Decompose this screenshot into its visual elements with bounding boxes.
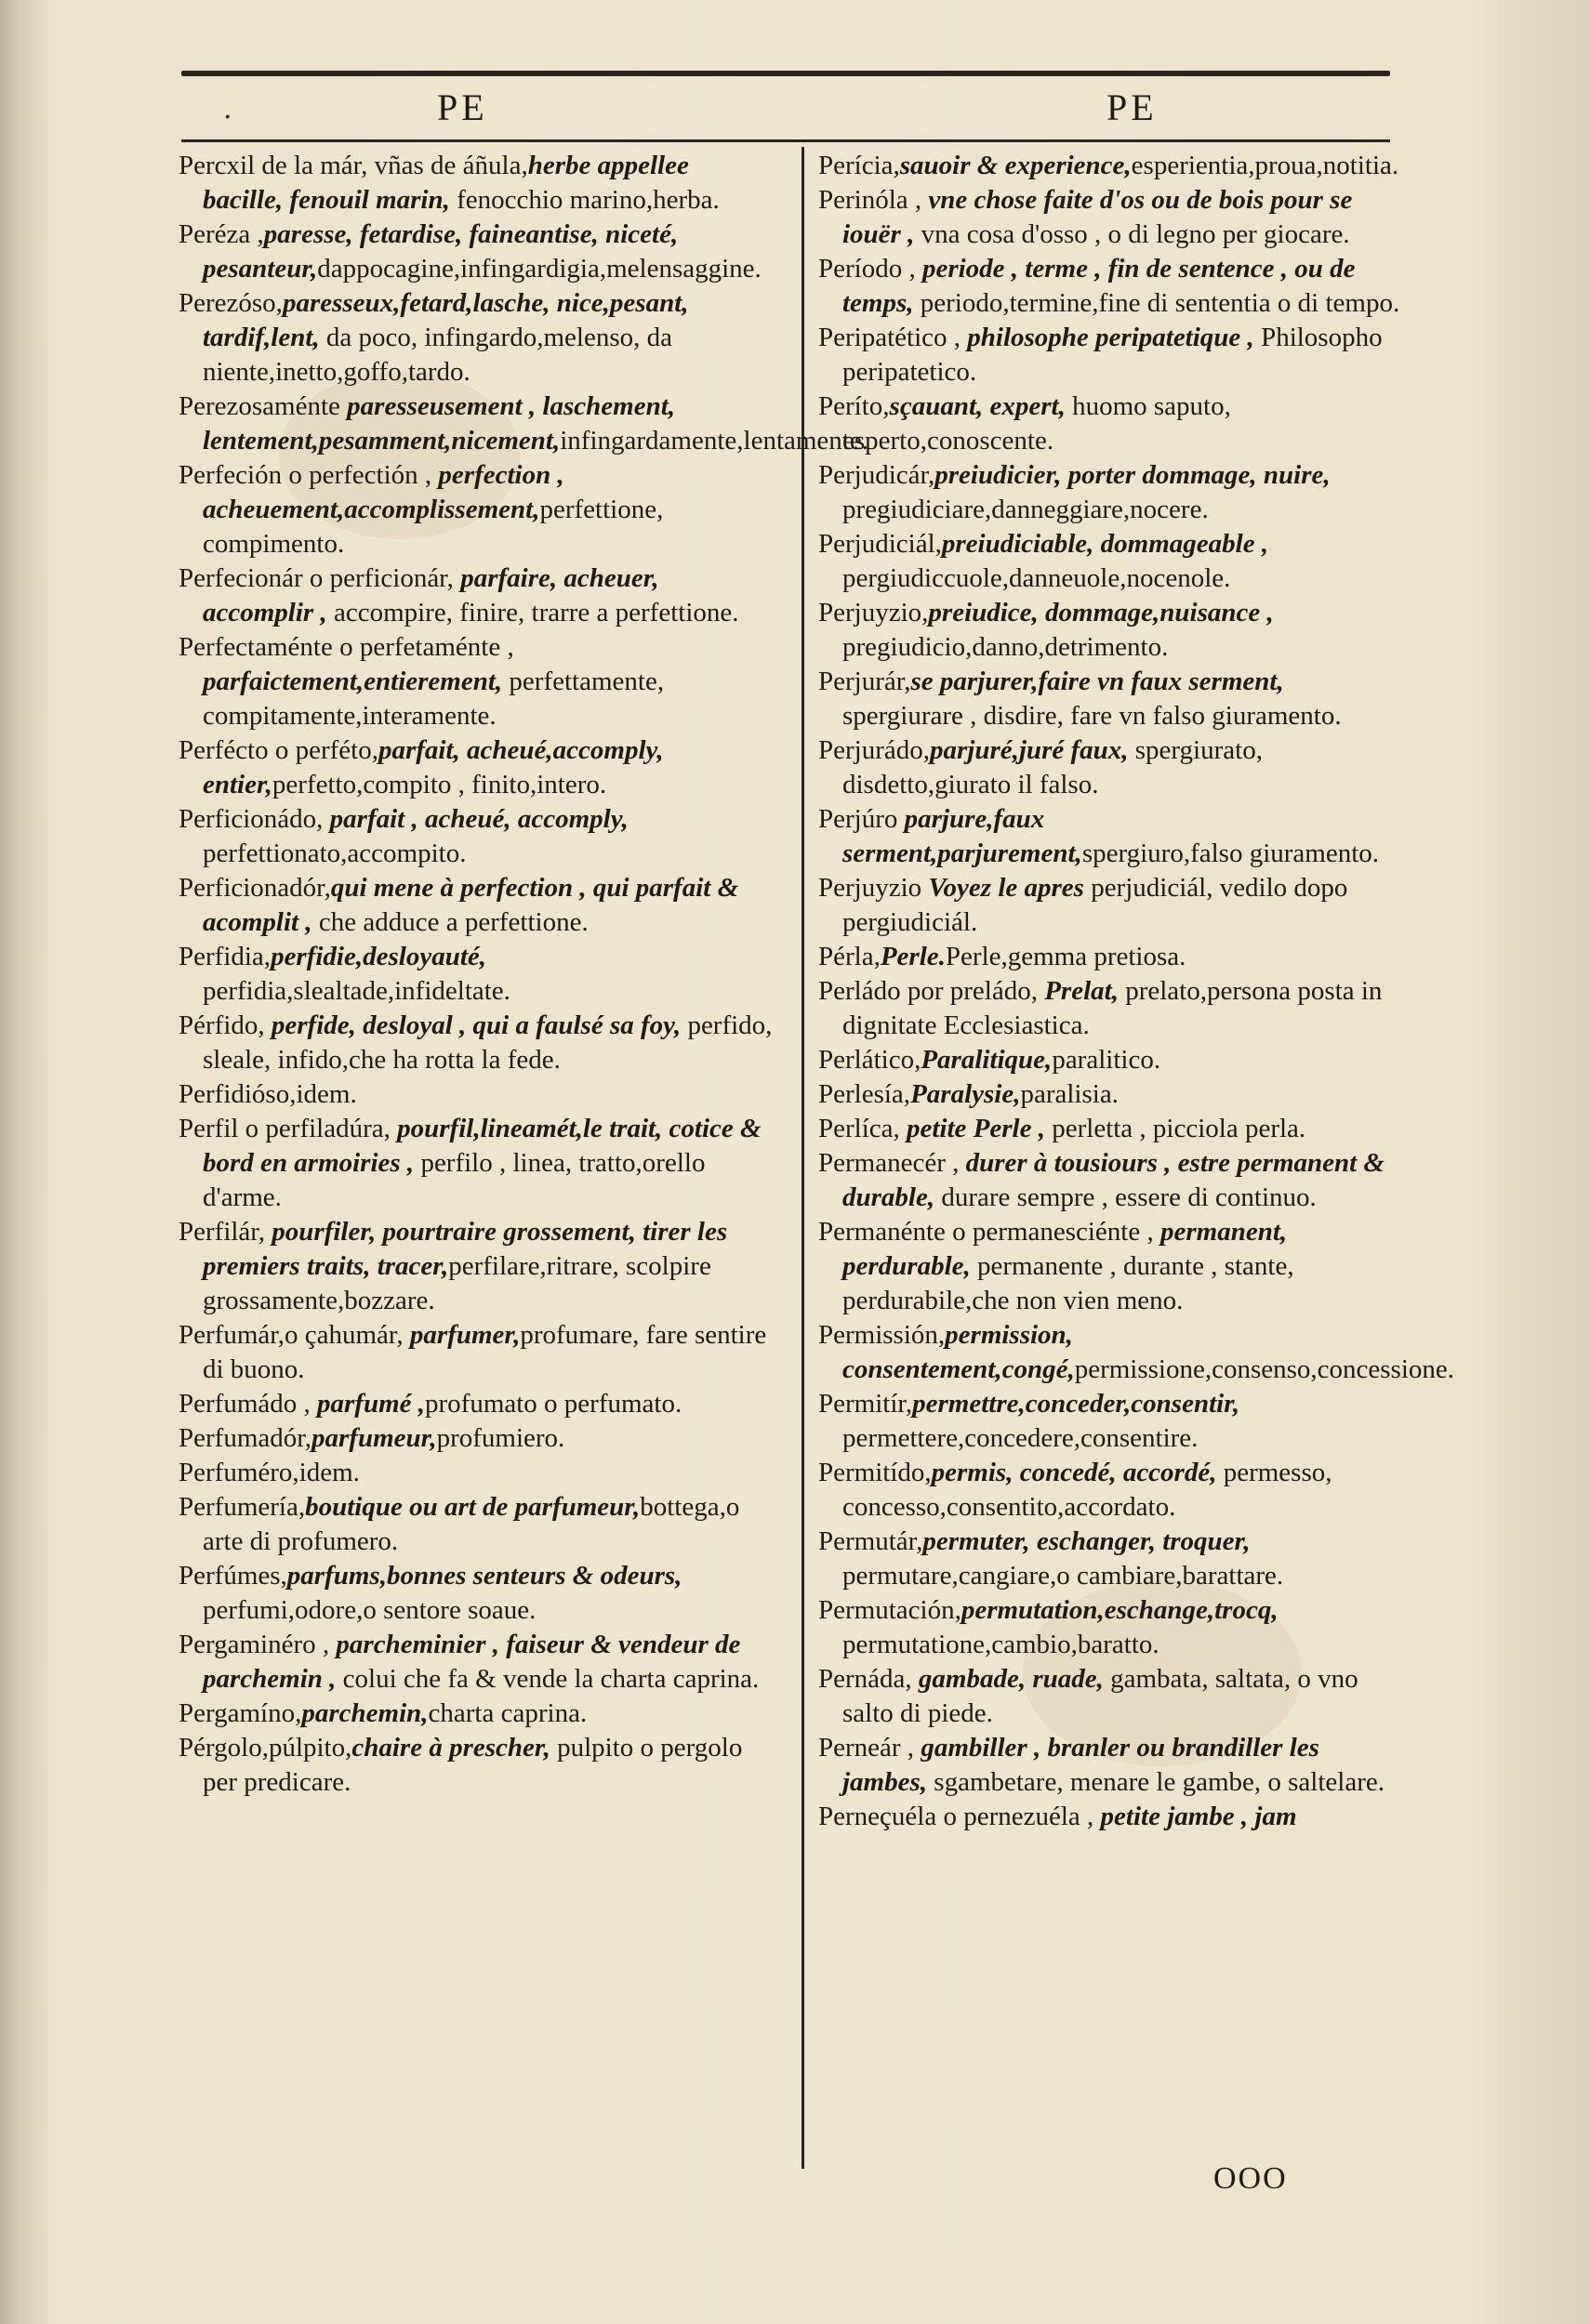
entry-headword: Perfidióso,idem. bbox=[179, 1079, 357, 1109]
entry-headword: Pérgolo,púlpito, bbox=[179, 1733, 352, 1763]
entry-italian-gloss: fenocchio marino,herba. bbox=[449, 185, 720, 215]
entry-italian-gloss: charta caprina. bbox=[428, 1698, 588, 1728]
dictionary-entry bbox=[179, 630, 774, 733]
dictionary-entry bbox=[818, 1215, 1409, 1318]
entry-headword: Perfecionár o perficionár, bbox=[179, 563, 461, 593]
entry-italian-gloss: pergiudiccuole,danneuole,nocenole. bbox=[842, 563, 1231, 593]
entry-italian-gloss: permesso, concesso,consentito,accordato. bbox=[842, 1458, 1332, 1522]
dictionary-entry bbox=[179, 286, 774, 390]
entry-italian-gloss: perfettamente, compitamente,interamente. bbox=[203, 667, 665, 731]
entry-french-gloss: pourfiler, pourtraire grossement, tirer les premiers traits, tracer, bbox=[203, 1217, 728, 1281]
entry-french-gloss: parfums,bonnes senteurs & odeurs, bbox=[286, 1561, 682, 1591]
entry-french-gloss: perfidie,desloyauté, bbox=[271, 942, 487, 971]
entry-italian-gloss: perfilare,ritrare, scolpire grossamente,bozzare. bbox=[203, 1251, 711, 1315]
entry-italian-gloss: permissione,consenso,concessione. bbox=[1074, 1354, 1455, 1384]
dictionary-entry bbox=[179, 940, 774, 1009]
dictionary-entry bbox=[818, 1387, 1409, 1456]
entry-headword: Perfumería, bbox=[179, 1492, 306, 1522]
entry-headword: Perfúmes, bbox=[179, 1561, 287, 1591]
entry-french-gloss: parfaire, acheuer, accomplir , bbox=[203, 563, 659, 627]
entry-headword: Perfumár,o çahumár, bbox=[179, 1320, 410, 1350]
entry-french-gloss: permettre,conceder,consentir, bbox=[912, 1389, 1240, 1419]
entry-headword: Perládo por preládo, bbox=[818, 976, 1045, 1006]
entry-headword: Permissión, bbox=[818, 1320, 946, 1350]
entry-italian-gloss: gambata, saltata, o vno salto di piede. bbox=[842, 1664, 1358, 1728]
entry-french-gloss: gambiller , branler ou brandiller les jambes, bbox=[842, 1733, 1319, 1797]
dictionary-entry bbox=[179, 1215, 774, 1318]
entry-french-gloss: parfumer, bbox=[409, 1320, 521, 1350]
entry-italian-gloss: dappocagine,infingardigia,melensaggine. bbox=[317, 254, 762, 284]
entry-italian-gloss: profumare, fare sentire di buono. bbox=[203, 1320, 767, 1384]
entry-italian-gloss: pregiudiciare,danneggiare,nocere. bbox=[842, 495, 1209, 524]
dictionary-entry bbox=[818, 458, 1409, 527]
entry-italian-gloss: pregiudicio,danno,detrimento. bbox=[842, 632, 1169, 662]
entry-french-gloss: parjure,faux serment,parjurement, bbox=[842, 804, 1082, 868]
entry-headword: Perneár , bbox=[818, 1733, 921, 1763]
entry-french-gloss: Paralysie, bbox=[910, 1079, 1021, 1109]
dictionary-entry bbox=[818, 390, 1409, 458]
dictionary-entry bbox=[818, 1731, 1409, 1800]
entry-headword: Perfil o perfiladúra, bbox=[179, 1114, 398, 1143]
dictionary-entry bbox=[179, 458, 774, 561]
dictionary-entry bbox=[179, 1421, 774, 1456]
dictionary-entry bbox=[818, 1456, 1409, 1525]
dictionary-entry bbox=[818, 149, 1409, 183]
entry-french-gloss: parfaictement,entierement, bbox=[203, 667, 503, 696]
dictionary-entry bbox=[818, 183, 1409, 252]
entry-headword: Perlíca, bbox=[818, 1114, 908, 1143]
dictionary-entry bbox=[818, 1146, 1409, 1215]
dictionary-entry bbox=[818, 321, 1409, 390]
entry-headword: Perfectaménte o perfetaménte , bbox=[179, 632, 514, 662]
header-rule bbox=[181, 139, 1390, 142]
entry-french-gloss: permutation,eschange,trocq, bbox=[961, 1595, 1279, 1625]
dictionary-entry bbox=[818, 871, 1409, 940]
entry-french-gloss: paresseusement , laschement, lentement,pesamment,nicement, bbox=[203, 391, 676, 456]
entry-french-gloss: parfumeur, bbox=[311, 1423, 437, 1453]
entry-french-gloss: permanent, perdurable, bbox=[842, 1217, 1288, 1281]
entry-french-gloss: paresse, fetardise, faineantise, niceté, pesanteur, bbox=[203, 219, 679, 284]
dictionary-entry bbox=[818, 1525, 1409, 1593]
entry-headword: Perjudicár, bbox=[818, 460, 935, 490]
entry-italian-gloss: perfettione, compimento. bbox=[203, 495, 664, 559]
entry-italian-gloss: esperientia,proua,notitia. bbox=[1131, 151, 1399, 180]
entry-headword: Perjuyzio, bbox=[818, 598, 929, 627]
dictionary-entry bbox=[818, 1043, 1409, 1077]
entry-headword: Perlático, bbox=[818, 1045, 921, 1075]
entry-headword: Perinóla , bbox=[818, 185, 929, 215]
entry-headword: Perjurádo, bbox=[818, 735, 930, 765]
dictionary-entry bbox=[179, 1731, 774, 1800]
dictionary-entry bbox=[179, 1112, 774, 1215]
entry-italian-gloss: huomo saputo, esperto,conoscente. bbox=[842, 391, 1231, 456]
entry-french-gloss: perfide, desloyal , qui a faulsé sa foy, bbox=[271, 1010, 682, 1040]
dictionary-entry bbox=[179, 561, 774, 630]
dictionary-entry bbox=[818, 596, 1409, 665]
running-head-right: PE bbox=[1106, 86, 1158, 128]
entry-italian-gloss: prelato,persona posta in dignitate Ecclesiastica. bbox=[842, 976, 1383, 1040]
entry-headword: Perficionadór, bbox=[179, 873, 331, 903]
entry-french-gloss: Perle. bbox=[880, 942, 946, 971]
entry-french-gloss: perfection , acheuement,accomplissement, bbox=[203, 460, 564, 524]
entry-italian-gloss: che adduce a perfettione. bbox=[311, 907, 589, 937]
entry-italian-gloss: spergiuro,falso giuramento. bbox=[1081, 838, 1380, 868]
entry-french-gloss: permuter, eschanger, troquer, bbox=[922, 1526, 1251, 1556]
entry-headword: Perfumádo , bbox=[179, 1389, 317, 1419]
entry-french-gloss: qui mene à perfection , qui parfait & acomplit , bbox=[203, 873, 739, 937]
entry-italian-gloss: durare sempre , essere di continuo. bbox=[934, 1182, 1317, 1212]
entry-french-gloss: durer à tousiours , estre permanent & durable, bbox=[842, 1148, 1385, 1212]
entry-french-gloss: permis, concedé, accordé, bbox=[931, 1458, 1217, 1487]
entry-french-gloss: philosophe peripatetique , bbox=[967, 323, 1254, 352]
entry-italian-gloss: perfettionato,accompito. bbox=[203, 838, 467, 868]
entry-headword: Permanénte o permanesciénte , bbox=[818, 1217, 1160, 1247]
entry-headword: Perneçuéla o pernezuéla , bbox=[818, 1802, 1101, 1831]
entry-headword: Perjudiciál, bbox=[818, 529, 942, 559]
entry-french-gloss: permission, consentement,congé, bbox=[842, 1320, 1075, 1384]
entry-italian-gloss: perfidia,slealtade,infideltate. bbox=[203, 976, 510, 1006]
dictionary-entry bbox=[818, 802, 1409, 871]
entry-french-gloss: gambade, ruade, bbox=[918, 1664, 1104, 1694]
entry-headword: Perfidia, bbox=[179, 942, 272, 971]
dictionary-entry bbox=[179, 733, 774, 802]
entry-french-gloss: pourfil,lineamét,le trait, cotice & bord en armoiries , bbox=[203, 1114, 762, 1178]
entry-french-gloss: periode , terme , fin de sentence , ou de temps, bbox=[842, 254, 1356, 318]
entry-italian-gloss: perfetto,compito , finito,intero. bbox=[272, 770, 607, 799]
entry-headword: Permanecér , bbox=[818, 1148, 966, 1178]
entry-italian-gloss: profumato o perfumato. bbox=[425, 1389, 682, 1419]
entry-italian-gloss: Philosopho peripatetico. bbox=[842, 323, 1383, 387]
entry-italian-gloss: paralitico. bbox=[1052, 1045, 1161, 1075]
entry-headword: Perfeción o perfectión , bbox=[179, 460, 439, 490]
entry-italian-gloss: permutare,cangiare,o cambiare,barattare. bbox=[842, 1561, 1284, 1591]
running-head-left: PE bbox=[437, 86, 488, 128]
entry-italian-gloss: bottega,o arte di profumero. bbox=[203, 1492, 740, 1556]
entry-headword: Percxil de la már, vñas de áñula, bbox=[179, 151, 528, 180]
entry-headword: Peripatético , bbox=[818, 323, 968, 352]
entry-french-gloss: boutique ou art de parfumeur, bbox=[305, 1492, 641, 1522]
entry-french-gloss: herbe appellee bacille, fenouil marin, bbox=[203, 151, 689, 215]
entry-french-gloss: paresseux,fetard,lasche, nice,pesant, tardif,lent, bbox=[203, 288, 689, 352]
entry-french-gloss: parfumé , bbox=[317, 1389, 425, 1419]
entry-headword: Permutación, bbox=[818, 1595, 961, 1625]
entry-italian-gloss: pulpito o pergolo per predicare. bbox=[203, 1733, 743, 1797]
entry-headword: Pérfido, bbox=[179, 1010, 272, 1040]
entry-headword: Perfumadór, bbox=[179, 1423, 311, 1453]
entry-italian-gloss: periodo,termine,fine di sententia o di tempo. bbox=[913, 288, 1400, 318]
entry-headword: Peréza , bbox=[179, 219, 264, 249]
dictionary-entry bbox=[179, 1697, 774, 1731]
dictionary-entry bbox=[818, 1077, 1409, 1112]
entry-headword: Período , bbox=[818, 254, 922, 284]
dictionary-entry bbox=[818, 940, 1409, 974]
entry-italian-gloss: spergiurato, disdetto,giurato il falso. bbox=[842, 735, 1263, 799]
entry-french-gloss: Prelat, bbox=[1044, 976, 1119, 1006]
entry-headword: Pergamíno, bbox=[179, 1698, 302, 1728]
entry-italian-gloss: perjudiciál, vedilo dopo pergiudiciál. bbox=[842, 873, 1348, 937]
entry-french-gloss: se parjurer,faire vn faux serment, bbox=[910, 667, 1284, 696]
entry-headword: Perlesía, bbox=[818, 1079, 911, 1109]
entry-headword: Perficionádo, bbox=[179, 804, 330, 834]
dictionary-entry bbox=[179, 1077, 774, 1112]
entry-italian-gloss: paralisia. bbox=[1020, 1079, 1119, 1109]
entry-headword: Perjuyzio bbox=[818, 873, 929, 903]
entry-headword: Perjúro bbox=[818, 804, 905, 834]
entry-french-gloss: parcheminier , faiseur & vendeur de parchemin , bbox=[203, 1630, 741, 1694]
entry-headword: Perezosaménte bbox=[179, 391, 348, 421]
entry-italian-gloss: permutatione,cambio,baratto. bbox=[842, 1630, 1159, 1659]
entry-headword: Períto, bbox=[818, 391, 890, 421]
entry-french-gloss: vne chose faite d'os ou de bois pour se iouër , bbox=[842, 185, 1353, 249]
entry-italian-gloss: permanente , durante , stante, perdurabile,che non vien meno. bbox=[842, 1251, 1294, 1315]
dictionary-entry bbox=[179, 1009, 774, 1077]
dictionary-entry bbox=[818, 1800, 1409, 1834]
entry-french-gloss: preiudice, dommage,nuisance , bbox=[928, 598, 1274, 627]
dictionary-entry bbox=[179, 1318, 774, 1387]
entry-headword: Perjurár, bbox=[818, 667, 911, 696]
entry-italian-gloss: perfilo , linea, tratto,orello d'arme. bbox=[203, 1148, 706, 1212]
entry-headword: Permitído, bbox=[818, 1458, 932, 1487]
catchword: OOO bbox=[1213, 2161, 1288, 2196]
header-dot: . bbox=[223, 93, 232, 125]
entry-french-gloss: sçauant, expert, bbox=[889, 391, 1066, 421]
entry-italian-gloss: spergiurare , disdire, fare vn falso giuramento. bbox=[842, 701, 1342, 731]
entry-french-gloss: parjuré,juré faux, bbox=[930, 735, 1129, 765]
entry-french-gloss: petite jambe , jam bbox=[1100, 1802, 1297, 1831]
entry-french-gloss: Voyez le apres bbox=[928, 873, 1084, 903]
dictionary-entry bbox=[179, 1456, 774, 1490]
dictionary-entry bbox=[818, 252, 1409, 321]
entry-headword: Pernáda, bbox=[818, 1664, 919, 1694]
entry-french-gloss: parfait , acheué, accomply, bbox=[329, 804, 629, 834]
dictionary-entry bbox=[179, 871, 774, 940]
entry-headword: Perfécto o perféto, bbox=[179, 735, 378, 765]
entry-french-gloss: preiudiciable, dommageable , bbox=[941, 529, 1269, 559]
entry-italian-gloss: profumiero. bbox=[436, 1423, 565, 1453]
entry-headword: Pergaminéro , bbox=[179, 1630, 337, 1659]
entry-italian-gloss: permettere,concedere,consentire. bbox=[842, 1423, 1199, 1453]
entry-italian-gloss: colui che fa & vende la charta caprina. bbox=[336, 1664, 760, 1694]
entry-italian-gloss: infingardamente,lentamente. bbox=[560, 426, 868, 456]
entry-headword: Perfuméro,idem. bbox=[179, 1458, 360, 1487]
entry-french-gloss: chaire à prescher, bbox=[351, 1733, 550, 1763]
dictionary-entry bbox=[818, 1112, 1409, 1146]
dictionary-entry bbox=[818, 733, 1409, 802]
dictionary-entry bbox=[818, 527, 1409, 596]
entry-italian-gloss: sgambetare, menare le gambe, o saltelare. bbox=[927, 1767, 1385, 1797]
entry-french-gloss: parchemin, bbox=[301, 1698, 429, 1728]
dictionary-entry bbox=[179, 1628, 774, 1697]
entry-italian-gloss: perfumi,odore,o sentore soaue. bbox=[203, 1595, 537, 1625]
entry-italian-gloss: vna cosa d'osso , o di legno per giocare. bbox=[914, 219, 1350, 249]
entry-headword: Perezóso, bbox=[179, 288, 283, 318]
entry-italian-gloss: perletta , picciola perla. bbox=[1044, 1114, 1306, 1143]
entry-italian-gloss: Perle,gemma pretiosa. bbox=[945, 942, 1186, 971]
dictionary-entry bbox=[179, 149, 774, 218]
entry-italian-gloss: da poco, infingardo,melenso, da niente,inetto,goffo,tardo. bbox=[203, 323, 672, 387]
right-column bbox=[818, 149, 1455, 1834]
entry-headword: Pérla, bbox=[818, 942, 881, 971]
dictionary-entry bbox=[179, 218, 774, 286]
dictionary-entry bbox=[818, 1593, 1409, 1662]
entry-italian-gloss: perfido, sleale, infido,che ha rotta la fede. bbox=[203, 1010, 773, 1075]
entry-french-gloss: parfait, acheué,accomply, entier, bbox=[203, 735, 664, 799]
entry-french-gloss: petite Perle , bbox=[907, 1114, 1045, 1143]
dictionary-entry bbox=[179, 1490, 774, 1559]
entry-italian-gloss: accompire, finire, trarre a perfettione. bbox=[326, 598, 739, 627]
dictionary-entry bbox=[179, 1387, 774, 1421]
entry-headword: Perícia, bbox=[818, 151, 900, 180]
entry-french-gloss: sauoir & experience, bbox=[899, 151, 1132, 180]
entry-french-gloss: Paralitique, bbox=[921, 1045, 1053, 1075]
dictionary-entry bbox=[818, 974, 1409, 1043]
dictionary-entry bbox=[179, 1559, 774, 1628]
entry-headword: Permutár, bbox=[818, 1526, 923, 1556]
dictionary-entry bbox=[179, 802, 774, 871]
entry-headword: Perfilár, bbox=[179, 1217, 272, 1247]
dictionary-entry bbox=[818, 665, 1409, 733]
entry-headword: Permitír, bbox=[818, 1389, 913, 1419]
top-rule bbox=[181, 71, 1390, 76]
entry-french-gloss: preiudicier, porter dommage, nuire, bbox=[934, 460, 1331, 490]
dictionary-entry bbox=[818, 1318, 1455, 1387]
dictionary-entry bbox=[818, 1662, 1409, 1731]
